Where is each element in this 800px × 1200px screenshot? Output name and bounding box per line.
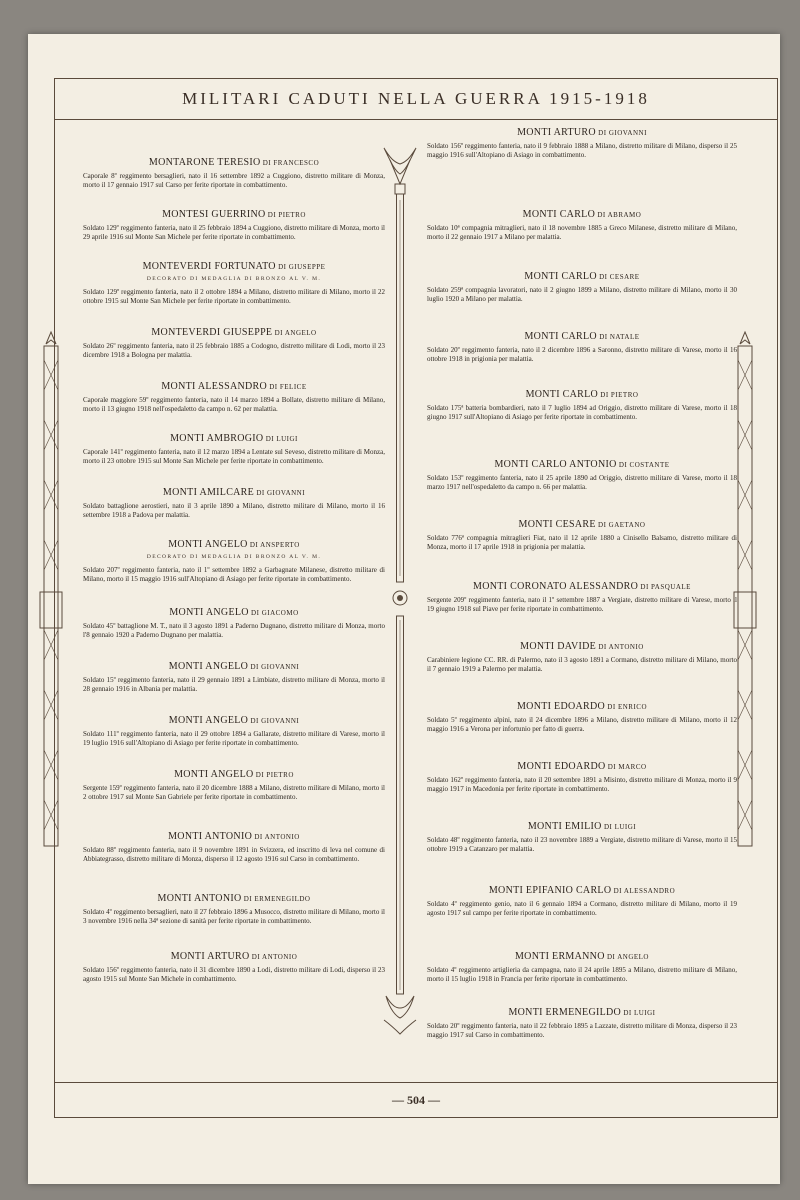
entry-di: DI [247, 541, 261, 549]
entry-di: DI [248, 663, 262, 671]
entry-surname: MONTI ANGELO [168, 539, 248, 550]
entry-father: LUIGI [276, 435, 298, 443]
roll-entry [427, 641, 737, 673]
entry-di: DI [265, 211, 279, 219]
entry-text: Sergente 159º reggimento fanteria, nato il 20 dicembre 1888 a Milano, distretto militare di Milano, morto il 2 ottobre 1917 sul Monte San Gabriele per ferite riportate in combattimento. [83, 784, 385, 801]
entry-father: ANSPERTO [260, 541, 300, 549]
entry-father: GIUSEPPE [288, 263, 326, 271]
entry-di: DI [275, 263, 289, 271]
center-torch-ornament [380, 140, 420, 1040]
entry-name [83, 327, 385, 338]
entry-name [83, 951, 385, 962]
entry-decoration: DECORATO DI MEDAGLIA DI BRONZO AL V. M. [146, 554, 322, 560]
entry-surname: MONTI ANTONIO [168, 831, 253, 842]
entry-di: DI [621, 1009, 634, 1017]
entry-name [427, 389, 737, 400]
entry-surname: MONTEVERDI FORTUNATO [142, 261, 276, 272]
roll-entry [427, 821, 737, 853]
entry-father: PIETRO [266, 771, 294, 779]
entry-name [427, 885, 737, 896]
entry-text: Soldato 4º reggimento bersaglieri, nato il 27 febbraio 1896 a Musocco, distretto militare di Milano, morto il 3 novembre 1916 nella 34ª sezione di sanità per ferite riportate in combattimento. [83, 908, 385, 925]
entry-di: DI [611, 887, 624, 895]
roll-entry [427, 885, 737, 917]
entry-di: DI [601, 823, 615, 831]
entry-father: FRANCESCO [273, 159, 320, 167]
entry-father: PASQUALE [651, 583, 691, 591]
entry-father: GIOVANNI [608, 129, 647, 137]
entry-father: LUIGI [633, 1009, 656, 1017]
entry-name [83, 893, 385, 904]
entry-text: Soldato 111º reggimento fanteria, nato il 29 ottobre 1894 a Gallarate, distretto militare di Varese, morto il 19 luglio 1916 sull'Altopiano di Asiago per ferite riportate in combattimento. [83, 730, 385, 747]
entry-surname: MONTI ANGELO [174, 769, 254, 780]
entry-father: GIACOMO [261, 609, 299, 617]
entry-text: Sergente 209º reggimento fanteria, nato il 1º settembre 1887 a Vergiate, distretto militare di Varese, morto il 19 giugno 1918 sul Piave per ferite riportate in combattimento. [427, 596, 737, 613]
entry-name [427, 331, 737, 342]
roll-entry [427, 581, 737, 613]
roll-entry [427, 389, 737, 421]
entry-surname: MONTI CESARE [518, 519, 596, 530]
entry-name [83, 539, 385, 550]
entry-surname: MONTI CARLO [524, 331, 597, 342]
entry-surname: MONTI EDOARDO [517, 761, 606, 772]
entry-name [427, 641, 737, 652]
entry-text: Soldato 10ª compagnia mitraglieri, nato il 18 novembre 1885 a Greco Milanese, distretto militare di Milano, morto il 22 gennaio 1917 a Milano per malattia. [427, 224, 737, 241]
entry-text: Soldato 48º reggimento fanteria, nato il 23 novembre 1889 a Vergiate, distretto militare di Varese, morto il 15 ottobre 1919 a Catanzaro per malattia. [427, 836, 737, 853]
entry-name [427, 581, 737, 592]
entry-di: DI [616, 461, 630, 469]
entry-di: DI [267, 383, 280, 391]
entry-surname: MONTI ANGELO [169, 607, 249, 618]
entry-text: Soldato 26º reggimento fanteria, nato il 25 febbraio 1885 a Codogno, distretto militare di Lodi, morto il 23 dicembre 1918 a Bologna per malattia. [83, 342, 385, 359]
entry-surname: MONTI EPIFANIO CARLO [488, 885, 612, 896]
entry-father: PIETRO [610, 391, 639, 399]
roll-entry [427, 271, 737, 303]
entry-text: Soldato 129º reggimento fanteria, nato il 2 ottobre 1894 a Milano, distretto militare di Milano, morto il 22 ottobre 1915 sul Monte San Michele per ferite riportate in combattimento. [83, 288, 385, 305]
entry-di: DI [596, 273, 610, 281]
entry-name [427, 1007, 737, 1018]
entry-di: DI [260, 159, 274, 167]
entry-text: Soldato 15º reggimento fanteria, nato il 29 gennaio 1891 a Limbiate, distretto militare di Monza, morto il 28 gennaio 1916 in Albania per malattia. [83, 676, 385, 693]
entry-di: DI [598, 391, 611, 399]
entry-text: Soldato 175ª batteria bombardieri, nato il 7 luglio 1894 ad Origgio, distretto militare di Varese, morto il 18 giugno 1917 sull'Altopiano di Asiago per ferite riportate in combattimento. [427, 404, 737, 421]
entry-surname: MONTI CARLO [522, 209, 596, 220]
roll-entry [83, 381, 385, 413]
entry-father: PIETRO [278, 211, 306, 219]
entry-text: Soldato 207º reggimento fanteria, nato il 1º settembre 1892 a Garbagnate Milanese, distretto militare di Milano, morto il 15 maggio 1916 sull'Altopiano di Asiago per ferite riportate in combattimento. [83, 566, 385, 583]
right-fasces-ornament [732, 330, 758, 850]
entry-name [83, 769, 385, 780]
entry-father: COSTANTE [629, 461, 670, 469]
roll-entry [83, 893, 385, 925]
entry-surname: MONTI CORONATO ALESSANDRO [473, 581, 639, 592]
entry-surname: MONTI AMILCARE [162, 487, 255, 498]
entry-surname: MONTARONE TERESIO [148, 157, 261, 168]
entry-di: DI [596, 643, 609, 651]
entry-father: MARCO [618, 763, 647, 771]
entry-text: Soldato 4º reggimento genio, nato il 6 gennaio 1894 a Cormano, distretto militare di Milano, morto il 19 agosto 1917 sul campo per ferite riportate in combattimento. [427, 900, 737, 917]
entry-father: FELICE [279, 383, 307, 391]
entry-di: DI [595, 211, 608, 219]
entry-surname: MONTI ANTONIO [157, 893, 242, 904]
entry-name [427, 209, 737, 220]
entry-name [83, 433, 385, 444]
entry-di: DI [263, 435, 277, 443]
entry-surname: MONTI CARLO ANTONIO [494, 459, 617, 470]
entry-text: Soldato 20º reggimento fanteria, nato il 2 dicembre 1896 a Saronno, distretto militare di Varese, morto il 16 ottobre 1918 in prigionia per malattia. [427, 346, 737, 363]
entry-text: Soldato 776ª compagnia mitraglieri Fiat, nato il 12 aprile 1880 a Cinisello Balsamo, distretto militare di Monza, morto il 17 aprile 1918 in prigionia per malattia. [427, 534, 737, 551]
entry-surname: MONTI ARTURO [170, 951, 250, 962]
entry-father: ANTONIO [264, 833, 300, 841]
entry-text: Soldato 156º reggimento fanteria, nato il 31 dicembre 1890 a Lodi, distretto militare di Lodi, disperso il 23 agosto 1915 sul Monte San Michele in combattimento. [83, 966, 385, 983]
entry-name [427, 519, 737, 530]
roll-entry [83, 831, 385, 863]
entry-surname: MONTESI GUERRINO [162, 209, 266, 220]
roll-entry [427, 209, 737, 241]
entry-name [427, 271, 737, 282]
entry-surname: MONTI ERMENEGILDO [508, 1007, 622, 1018]
roll-entry [427, 331, 737, 363]
roll-entry [427, 459, 737, 491]
entry-surname: MONTI CARLO [524, 271, 597, 282]
entry-di: DI [605, 763, 619, 771]
entry-father: ALESSANDRO [623, 887, 676, 895]
entry-surname: MONTI ANGELO [168, 715, 249, 726]
entry-father: ANTONIO [262, 953, 298, 961]
roll-entry [83, 715, 385, 747]
entry-di: DI [604, 953, 618, 961]
entry-text: Soldato 153º reggimento fanteria, nato il 25 aprile 1890 ad Origgio, distretto militare di Varese, morto il 18 marzo 1917 nell'ospedaletto da campo n. 66 per malattia. [427, 474, 737, 491]
roll-entry [83, 487, 385, 519]
entry-di: DI [248, 609, 262, 617]
roll-entry [83, 539, 385, 583]
entry-surname: MONTI CARLO [525, 389, 599, 400]
entry-name [83, 607, 385, 618]
entry-name [427, 951, 737, 962]
entry-name [83, 157, 385, 168]
roll-entry [83, 951, 385, 983]
roll-entry [83, 607, 385, 639]
entry-name [427, 701, 737, 712]
entry-text: Soldato 4º reggimento artiglieria da campagna, nato il 24 aprile 1895 a Milano, distretto militare di Milano, morto il 15 luglio 1918 in Francia per ferite riportate in combattimento. [427, 966, 737, 983]
entry-di: DI [272, 329, 285, 337]
entry-surname: MONTI EMILIO [527, 821, 602, 832]
entry-father: ABRAMO [607, 211, 642, 219]
roll-entry [83, 157, 385, 189]
roll-entry [427, 761, 737, 793]
entry-name [83, 661, 385, 672]
entry-surname: MONTI AMBROGIO [170, 433, 264, 444]
entry-name [83, 261, 385, 272]
entry-surname: MONTEVERDI GIUSEPPE [151, 327, 273, 338]
page-title: MILITARI CADUTI NELLA GUERRA 1915-1918 [182, 89, 650, 108]
entry-father: ERMENEGILDO [254, 895, 311, 903]
entry-text: Caporale 8º reggimento bersaglieri, nato il 16 settembre 1892 a Cuggiono, distretto militare di Monza, morto il 17 gennaio 1917 sul Carso per ferite riportate in combattimento. [83, 172, 385, 189]
entry-surname: MONTI ALESSANDRO [161, 381, 267, 392]
entry-father: NATALE [609, 333, 640, 341]
entry-di: DI [253, 771, 267, 779]
entry-father: GIOVANNI [261, 717, 300, 725]
entry-text: Carabiniere legione CC. RR. di Palermo, nato il 3 agosto 1891 a Cormano, distretto militare di Milano, morto il 7 gennaio 1919 a Palermo per malattia. [427, 656, 737, 673]
entry-text: Caporale maggiore 59º reggimento fanteria, nato il 14 marzo 1894 a Bollate, distretto militare di Milano, morto il 13 giugno 1918 nell'ospedaletto da campo n. 62 per malattia. [83, 396, 385, 413]
entry-father: CESARE [609, 273, 640, 281]
entry-di: DI [254, 489, 267, 497]
entry-father: ENRICO [617, 703, 647, 711]
entry-surname: MONTI ARTURO [517, 127, 596, 138]
roll-entry [83, 261, 385, 305]
entry-name [83, 831, 385, 842]
entry-name [427, 821, 737, 832]
entry-text: Soldato 45º battaglione M. T., nato il 3 agosto 1891 a Paderno Dugnano, distretto militare di Monza, morto l'8 gennaio 1920 a Paderno Dugnano per malattia. [83, 622, 385, 639]
entry-di: DI [638, 583, 652, 591]
entry-name [83, 381, 385, 392]
roll-entry [83, 433, 385, 465]
roll-entry [427, 127, 737, 159]
entry-text: Soldato 162º reggimento fanteria, nato il 20 settembre 1891 a Misinto, distretto militare di Monza, morto il 9 maggio 1917 in Macedonia per ferite riportate in combattimento. [427, 776, 737, 793]
entry-surname: MONTI ANGELO [168, 661, 249, 672]
entry-father: ANGELO [284, 329, 317, 337]
roll-entry [427, 1007, 737, 1039]
entry-name [427, 127, 737, 138]
roll-entry [83, 661, 385, 693]
entry-father: GIOVANNI [261, 663, 300, 671]
roll-entry [83, 769, 385, 801]
entry-di: DI [595, 129, 609, 137]
entry-text: Soldato 5º reggimento alpini, nato il 24 dicembre 1896 a Milano, distretto militare di Milano, morto il 12 maggio 1916 a Verona per infortunio per fatto di guerra. [427, 716, 737, 733]
entry-name [83, 209, 385, 220]
entry-di: DI [252, 833, 265, 841]
entry-name [427, 459, 737, 470]
entry-di: DI [596, 333, 610, 341]
entry-father: ANTONIO [608, 643, 644, 651]
roll-entry [427, 951, 737, 983]
entry-di: DI [605, 703, 618, 711]
entry-name [83, 487, 385, 498]
entry-decoration: DECORATO DI MEDAGLIA DI BRONZO AL V. M. [146, 276, 322, 282]
entry-di: DI [595, 521, 609, 529]
entry-text: Soldato battaglione aerostieri, nato il 3 aprile 1890 a Milano, distretto militare di Milano, morto il 16 settembre 1918 a Padova per malattia. [83, 502, 385, 519]
entry-text: Soldato 156º reggimento fanteria, nato il 9 febbraio 1888 a Milano, distretto militare di Milano, disperso il 25 maggio 1916 sull'Altopiano di Asiago in combattimento. [427, 142, 737, 159]
entry-text: Soldato 88º reggimento fanteria, nato il 9 novembre 1891 in Svizzera, ed inscritto di leva nel comune di Abbiategrasso, distretto militare di Monza, disperso il 12 agosto 1916 sul Carso in combattimento. [83, 846, 385, 863]
entry-text: Soldato 259ª compagnia lavoratori, nato il 2 giugno 1899 a Milano, distretto militare di Milano, morto il 30 luglio 1920 a Milano per malattia. [427, 286, 737, 303]
entry-text: Soldato 20º reggimento fanteria, nato il 22 febbraio 1895 a Lazzate, distretto militare di Monza, disperso il 23 maggio 1917 sul Carso in combattimento. [427, 1022, 737, 1039]
page-footer [55, 1082, 777, 1117]
entry-surname: MONTI ERMANNO [514, 951, 605, 962]
roll-entry [427, 519, 737, 551]
entry-father: ANGELO [617, 953, 649, 961]
entry-surname: MONTI EDOARDO [516, 701, 606, 712]
page-number: — 504 — [392, 1092, 440, 1107]
entry-surname: MONTI DAVIDE [520, 641, 597, 652]
entry-father: GAETANO [608, 521, 646, 529]
entry-name [427, 761, 737, 772]
left-fasces-ornament [38, 330, 64, 850]
roll-entry [427, 701, 737, 733]
entry-father: LUIGI [614, 823, 637, 831]
entry-di: DI [249, 953, 263, 961]
entry-father: GIOVANNI [266, 489, 306, 497]
entry-text: Caporale 141º reggimento fanteria, nato il 12 marzo 1894 a Lentate sul Seveso, distretto militare di Monza, morto il 23 ottobre 1915 sul Monte San Michele per ferite riportate in combattimento. [83, 448, 385, 465]
roll-entry [83, 327, 385, 359]
roll-entry [83, 209, 385, 241]
page-header [55, 79, 777, 120]
entry-di: DI [248, 717, 262, 725]
entry-di: DI [241, 895, 255, 903]
entry-name [83, 715, 385, 726]
entry-text: Soldato 129º reggimento fanteria, nato il 25 febbraio 1894 a Cuggiono, distretto militare di Monza, morto il 29 aprile 1916 sul Monte San Michele per ferite riportate in combattimento. [83, 224, 385, 241]
